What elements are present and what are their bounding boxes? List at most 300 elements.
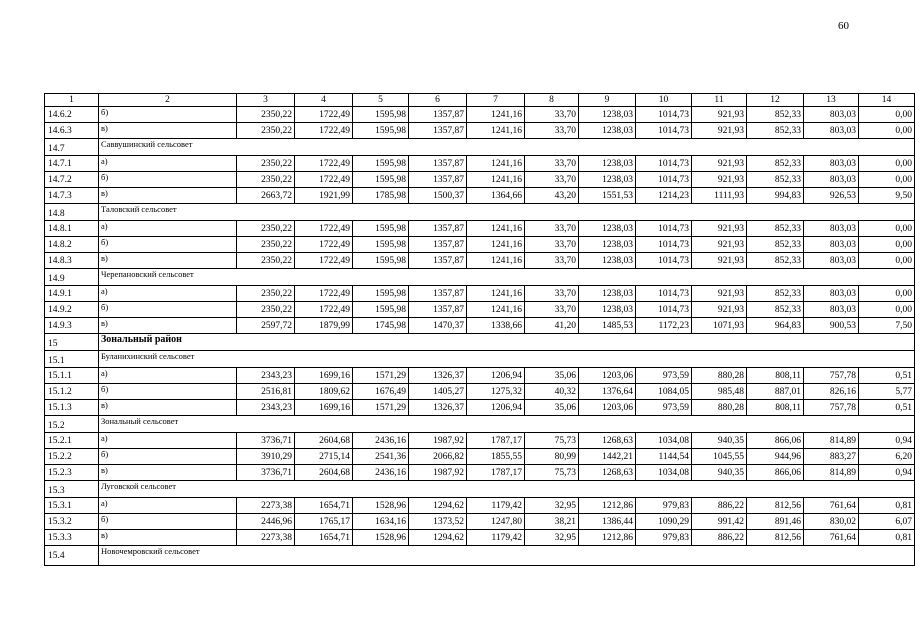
settlement-name: Буланихинский сельсовет <box>99 351 915 368</box>
value-cell: 994,83 <box>747 188 804 204</box>
value-cell: 33,70 <box>525 156 579 172</box>
value-cell: 1722,49 <box>295 221 353 237</box>
value-cell: 1595,98 <box>353 221 409 237</box>
value-cell: 0,00 <box>859 156 915 172</box>
value-cell: 1722,49 <box>295 156 353 172</box>
row-code: 14.8 <box>45 204 99 221</box>
value-cell: 3736,71 <box>237 433 295 449</box>
settlement-row <box>45 204 915 221</box>
value-cell: 1247,80 <box>467 514 525 530</box>
row-subitem: в) <box>99 253 237 269</box>
value-cell: 9,50 <box>859 188 915 204</box>
value-cell: 1722,49 <box>295 107 353 123</box>
table-row <box>45 400 915 416</box>
row-subitem: а) <box>99 221 237 237</box>
value-cell: 1595,98 <box>353 107 409 123</box>
value-cell: 0,00 <box>859 123 915 139</box>
value-cell: 1206,94 <box>467 368 525 384</box>
row-code: 15.3.1 <box>45 498 99 514</box>
row-code: 14.9 <box>45 269 99 286</box>
value-cell: 1571,29 <box>353 368 409 384</box>
value-cell: 3910,29 <box>237 449 295 465</box>
value-cell: 921,93 <box>692 123 747 139</box>
value-cell: 803,03 <box>804 107 859 123</box>
tariff-table <box>44 93 915 566</box>
value-cell: 1172,23 <box>636 318 692 334</box>
row-subitem: б) <box>99 384 237 400</box>
row-code: 15 <box>45 334 99 351</box>
value-cell: 1500,37 <box>409 188 467 204</box>
table-row <box>45 123 915 139</box>
value-cell: 2604,68 <box>295 465 353 481</box>
value-cell: 0,00 <box>859 253 915 269</box>
value-cell: 1268,63 <box>579 465 636 481</box>
value-cell: 1238,03 <box>579 253 636 269</box>
table-row <box>45 188 915 204</box>
settlement-row <box>45 139 915 156</box>
value-cell: 1357,87 <box>409 237 467 253</box>
value-cell: 761,64 <box>804 498 859 514</box>
value-cell: 2350,22 <box>237 123 295 139</box>
value-cell: 1268,63 <box>579 433 636 449</box>
value-cell: 33,70 <box>525 123 579 139</box>
value-cell: 1090,29 <box>636 514 692 530</box>
value-cell: 852,33 <box>747 156 804 172</box>
value-cell: 2350,22 <box>237 156 295 172</box>
column-number-header: 12 <box>747 94 804 107</box>
value-cell: 1485,53 <box>579 318 636 334</box>
value-cell: 1595,98 <box>353 253 409 269</box>
value-cell: 1722,49 <box>295 286 353 302</box>
value-cell: 803,03 <box>804 253 859 269</box>
row-subitem: в) <box>99 318 237 334</box>
value-cell: 1238,03 <box>579 172 636 188</box>
value-cell: 1571,29 <box>353 400 409 416</box>
value-cell: 991,42 <box>692 514 747 530</box>
value-cell: 803,03 <box>804 172 859 188</box>
value-cell: 944,96 <box>747 449 804 465</box>
value-cell: 891,46 <box>747 514 804 530</box>
table-row <box>45 384 915 400</box>
value-cell: 2350,22 <box>237 302 295 318</box>
settlement-name: Черепановский сельсовет <box>99 269 915 286</box>
settlement-name: Новочемровский сельсовет <box>99 546 915 566</box>
value-cell: 1179,42 <box>467 530 525 546</box>
value-cell: 0,81 <box>859 498 915 514</box>
value-cell: 1238,03 <box>579 123 636 139</box>
settlement-name: Зональный сельсовет <box>99 416 915 433</box>
value-cell: 883,27 <box>804 449 859 465</box>
value-cell: 1179,42 <box>467 498 525 514</box>
row-code: 15.2.2 <box>45 449 99 465</box>
value-cell: 852,33 <box>747 123 804 139</box>
value-cell: 852,33 <box>747 302 804 318</box>
district-name: Зональный район <box>99 334 915 351</box>
value-cell: 1373,52 <box>409 514 467 530</box>
row-code: 14.7 <box>45 139 99 156</box>
value-cell: 964,83 <box>747 318 804 334</box>
value-cell: 921,93 <box>692 156 747 172</box>
value-cell: 1376,64 <box>579 384 636 400</box>
value-cell: 1294,62 <box>409 498 467 514</box>
value-cell: 979,83 <box>636 530 692 546</box>
table-row <box>45 368 915 384</box>
value-cell: 1855,55 <box>467 449 525 465</box>
value-cell: 761,64 <box>804 530 859 546</box>
row-code: 15.2 <box>45 416 99 433</box>
row-subitem: б) <box>99 172 237 188</box>
value-cell: 1241,16 <box>467 237 525 253</box>
value-cell: 2663,72 <box>237 188 295 204</box>
row-subitem: а) <box>99 286 237 302</box>
value-cell: 757,78 <box>804 400 859 416</box>
value-cell: 35,06 <box>525 368 579 384</box>
row-code: 15.3.3 <box>45 530 99 546</box>
value-cell: 1338,66 <box>467 318 525 334</box>
row-code: 14.7.2 <box>45 172 99 188</box>
value-cell: 1442,21 <box>579 449 636 465</box>
value-cell: 1470,37 <box>409 318 467 334</box>
value-cell: 1014,73 <box>636 156 692 172</box>
value-cell: 1034,08 <box>636 465 692 481</box>
value-cell: 1551,53 <box>579 188 636 204</box>
value-cell: 1921,99 <box>295 188 353 204</box>
value-cell: 1241,16 <box>467 172 525 188</box>
value-cell: 80,99 <box>525 449 579 465</box>
value-cell: 1595,98 <box>353 156 409 172</box>
value-cell: 814,89 <box>804 433 859 449</box>
value-cell: 973,59 <box>636 368 692 384</box>
row-code: 14.7.1 <box>45 156 99 172</box>
value-cell: 1238,03 <box>579 107 636 123</box>
district-row <box>45 334 915 351</box>
table-row <box>45 530 915 546</box>
value-cell: 1699,16 <box>295 368 353 384</box>
row-code: 15.1.3 <box>45 400 99 416</box>
row-subitem: а) <box>99 368 237 384</box>
value-cell: 1238,03 <box>579 221 636 237</box>
value-cell: 0,94 <box>859 465 915 481</box>
value-cell: 0,51 <box>859 400 915 416</box>
table-row <box>45 465 915 481</box>
row-code: 14.8.2 <box>45 237 99 253</box>
value-cell: 1722,49 <box>295 237 353 253</box>
row-code: 15.1.1 <box>45 368 99 384</box>
column-number-header: 9 <box>579 94 636 107</box>
value-cell: 757,78 <box>804 368 859 384</box>
value-cell: 812,56 <box>747 498 804 514</box>
value-cell: 2343,23 <box>237 400 295 416</box>
value-cell: 1722,49 <box>295 172 353 188</box>
value-cell: 2350,22 <box>237 107 295 123</box>
column-number-header: 14 <box>859 94 915 107</box>
row-code: 14.8.1 <box>45 221 99 237</box>
table-row <box>45 221 915 237</box>
table-row <box>45 156 915 172</box>
value-cell: 1212,86 <box>579 530 636 546</box>
value-cell: 921,93 <box>692 221 747 237</box>
row-subitem: в) <box>99 400 237 416</box>
row-code: 14.6.3 <box>45 123 99 139</box>
value-cell: 1214,23 <box>636 188 692 204</box>
value-cell: 2436,16 <box>353 465 409 481</box>
value-cell: 35,06 <box>525 400 579 416</box>
value-cell: 2436,16 <box>353 433 409 449</box>
value-cell: 43,20 <box>525 188 579 204</box>
row-subitem: б) <box>99 107 237 123</box>
value-cell: 979,83 <box>636 498 692 514</box>
value-cell: 0,00 <box>859 107 915 123</box>
value-cell: 1014,73 <box>636 172 692 188</box>
value-cell: 803,03 <box>804 156 859 172</box>
value-cell: 1699,16 <box>295 400 353 416</box>
value-cell: 1364,66 <box>467 188 525 204</box>
value-cell: 1275,32 <box>467 384 525 400</box>
row-subitem: б) <box>99 302 237 318</box>
value-cell: 2715,14 <box>295 449 353 465</box>
value-cell: 1745,98 <box>353 318 409 334</box>
value-cell: 1326,37 <box>409 368 467 384</box>
value-cell: 1528,96 <box>353 530 409 546</box>
value-cell: 814,89 <box>804 465 859 481</box>
value-cell: 852,33 <box>747 237 804 253</box>
value-cell: 1405,27 <box>409 384 467 400</box>
row-code: 14.9.3 <box>45 318 99 334</box>
value-cell: 0,00 <box>859 237 915 253</box>
value-cell: 921,93 <box>692 107 747 123</box>
value-cell: 75,73 <box>525 433 579 449</box>
column-number-header: 10 <box>636 94 692 107</box>
value-cell: 33,70 <box>525 253 579 269</box>
value-cell: 2273,38 <box>237 530 295 546</box>
value-cell: 1654,71 <box>295 498 353 514</box>
settlement-row <box>45 269 915 286</box>
value-cell: 1238,03 <box>579 286 636 302</box>
value-cell: 973,59 <box>636 400 692 416</box>
value-cell: 1014,73 <box>636 107 692 123</box>
value-cell: 1595,98 <box>353 302 409 318</box>
value-cell: 1206,94 <box>467 400 525 416</box>
row-subitem: б) <box>99 237 237 253</box>
value-cell: 1634,16 <box>353 514 409 530</box>
value-cell: 32,95 <box>525 530 579 546</box>
table-row <box>45 237 915 253</box>
table-row <box>45 172 915 188</box>
value-cell: 1241,16 <box>467 156 525 172</box>
value-cell: 852,33 <box>747 286 804 302</box>
table-row <box>45 498 915 514</box>
value-cell: 0,94 <box>859 433 915 449</box>
page-number: 60 <box>838 20 849 32</box>
value-cell: 2350,22 <box>237 237 295 253</box>
value-cell: 33,70 <box>525 107 579 123</box>
value-cell: 852,33 <box>747 221 804 237</box>
row-code: 14.7.3 <box>45 188 99 204</box>
value-cell: 1357,87 <box>409 123 467 139</box>
row-subitem: б) <box>99 514 237 530</box>
value-cell: 1241,16 <box>467 123 525 139</box>
value-cell: 921,93 <box>692 286 747 302</box>
value-cell: 2343,23 <box>237 368 295 384</box>
value-cell: 1595,98 <box>353 172 409 188</box>
value-cell: 1879,99 <box>295 318 353 334</box>
value-cell: 985,48 <box>692 384 747 400</box>
value-cell: 886,22 <box>692 498 747 514</box>
value-cell: 808,11 <box>747 400 804 416</box>
table-row <box>45 514 915 530</box>
value-cell: 1357,87 <box>409 172 467 188</box>
value-cell: 940,35 <box>692 465 747 481</box>
value-cell: 887,01 <box>747 384 804 400</box>
table-row <box>45 253 915 269</box>
value-cell: 1722,49 <box>295 253 353 269</box>
value-cell: 1241,16 <box>467 253 525 269</box>
value-cell: 852,33 <box>747 172 804 188</box>
value-cell: 808,11 <box>747 368 804 384</box>
value-cell: 0,00 <box>859 172 915 188</box>
row-subitem: в) <box>99 123 237 139</box>
value-cell: 1722,49 <box>295 302 353 318</box>
value-cell: 1987,92 <box>409 465 467 481</box>
value-cell: 6,07 <box>859 514 915 530</box>
value-cell: 1294,62 <box>409 530 467 546</box>
value-cell: 40,32 <box>525 384 579 400</box>
value-cell: 2446,96 <box>237 514 295 530</box>
row-subitem: а) <box>99 156 237 172</box>
row-subitem: а) <box>99 433 237 449</box>
value-cell: 866,06 <box>747 465 804 481</box>
column-number-header: 5 <box>353 94 409 107</box>
value-cell: 33,70 <box>525 286 579 302</box>
value-cell: 921,93 <box>692 302 747 318</box>
value-cell: 5,77 <box>859 384 915 400</box>
value-cell: 1357,87 <box>409 107 467 123</box>
value-cell: 6,20 <box>859 449 915 465</box>
value-cell: 38,21 <box>525 514 579 530</box>
value-cell: 1238,03 <box>579 302 636 318</box>
value-cell: 1357,87 <box>409 156 467 172</box>
table-row <box>45 449 915 465</box>
value-cell: 32,95 <box>525 498 579 514</box>
value-cell: 803,03 <box>804 302 859 318</box>
value-cell: 1595,98 <box>353 123 409 139</box>
value-cell: 1357,87 <box>409 302 467 318</box>
value-cell: 33,70 <box>525 302 579 318</box>
row-code: 15.1.2 <box>45 384 99 400</box>
value-cell: 1212,86 <box>579 498 636 514</box>
value-cell: 812,56 <box>747 530 804 546</box>
value-cell: 1111,93 <box>692 188 747 204</box>
value-cell: 1071,93 <box>692 318 747 334</box>
value-cell: 1045,55 <box>692 449 747 465</box>
value-cell: 1386,44 <box>579 514 636 530</box>
value-cell: 2516,81 <box>237 384 295 400</box>
value-cell: 1014,73 <box>636 302 692 318</box>
value-cell: 1034,08 <box>636 433 692 449</box>
value-cell: 0,00 <box>859 302 915 318</box>
value-cell: 2273,38 <box>237 498 295 514</box>
column-number-header: 7 <box>467 94 525 107</box>
value-cell: 0,51 <box>859 368 915 384</box>
value-cell: 880,28 <box>692 368 747 384</box>
settlement-name: Таловский сельсовет <box>99 204 915 221</box>
value-cell: 1357,87 <box>409 221 467 237</box>
row-code: 14.9.2 <box>45 302 99 318</box>
value-cell: 2350,22 <box>237 286 295 302</box>
value-cell: 1014,73 <box>636 123 692 139</box>
value-cell: 921,93 <box>692 172 747 188</box>
value-cell: 33,70 <box>525 221 579 237</box>
value-cell: 826,16 <box>804 384 859 400</box>
value-cell: 1528,96 <box>353 498 409 514</box>
value-cell: 1595,98 <box>353 237 409 253</box>
value-cell: 1357,87 <box>409 253 467 269</box>
value-cell: 1084,05 <box>636 384 692 400</box>
value-cell: 866,06 <box>747 433 804 449</box>
value-cell: 2604,68 <box>295 433 353 449</box>
value-cell: 803,03 <box>804 221 859 237</box>
value-cell: 2541,36 <box>353 449 409 465</box>
value-cell: 1595,98 <box>353 286 409 302</box>
column-number-header: 11 <box>692 94 747 107</box>
value-cell: 75,73 <box>525 465 579 481</box>
settlement-name: Луговской сельсовет <box>99 481 915 498</box>
value-cell: 7,50 <box>859 318 915 334</box>
column-number-header: 8 <box>525 94 579 107</box>
value-cell: 33,70 <box>525 237 579 253</box>
settlement-row <box>45 481 915 498</box>
settlement-name: Саввушинский сельсовет <box>99 139 915 156</box>
value-cell: 900,53 <box>804 318 859 334</box>
value-cell: 921,93 <box>692 237 747 253</box>
value-cell: 2350,22 <box>237 221 295 237</box>
settlement-row <box>45 416 915 433</box>
row-code: 15.3 <box>45 481 99 498</box>
value-cell: 1238,03 <box>579 156 636 172</box>
value-cell: 1241,16 <box>467 302 525 318</box>
row-code: 15.2.1 <box>45 433 99 449</box>
value-cell: 926,53 <box>804 188 859 204</box>
value-cell: 940,35 <box>692 433 747 449</box>
row-code: 14.9.1 <box>45 286 99 302</box>
row-subitem: а) <box>99 498 237 514</box>
row-code: 15.3.2 <box>45 514 99 530</box>
value-cell: 1785,98 <box>353 188 409 204</box>
table-body <box>45 107 915 566</box>
value-cell: 2350,22 <box>237 253 295 269</box>
column-number-header: 2 <box>99 94 237 107</box>
value-cell: 33,70 <box>525 172 579 188</box>
value-cell: 0,00 <box>859 286 915 302</box>
value-cell: 852,33 <box>747 253 804 269</box>
value-cell: 1014,73 <box>636 253 692 269</box>
row-code: 14.6.2 <box>45 107 99 123</box>
value-cell: 1144,54 <box>636 449 692 465</box>
value-cell: 880,28 <box>692 400 747 416</box>
value-cell: 1765,17 <box>295 514 353 530</box>
value-cell: 852,33 <box>747 107 804 123</box>
value-cell: 1722,49 <box>295 123 353 139</box>
value-cell: 1241,16 <box>467 107 525 123</box>
column-numbers-row <box>45 94 915 107</box>
value-cell: 41,20 <box>525 318 579 334</box>
value-cell: 0,00 <box>859 221 915 237</box>
value-cell: 1203,06 <box>579 368 636 384</box>
value-cell: 830,02 <box>804 514 859 530</box>
value-cell: 1676,49 <box>353 384 409 400</box>
row-code: 15.1 <box>45 351 99 368</box>
value-cell: 1987,92 <box>409 433 467 449</box>
